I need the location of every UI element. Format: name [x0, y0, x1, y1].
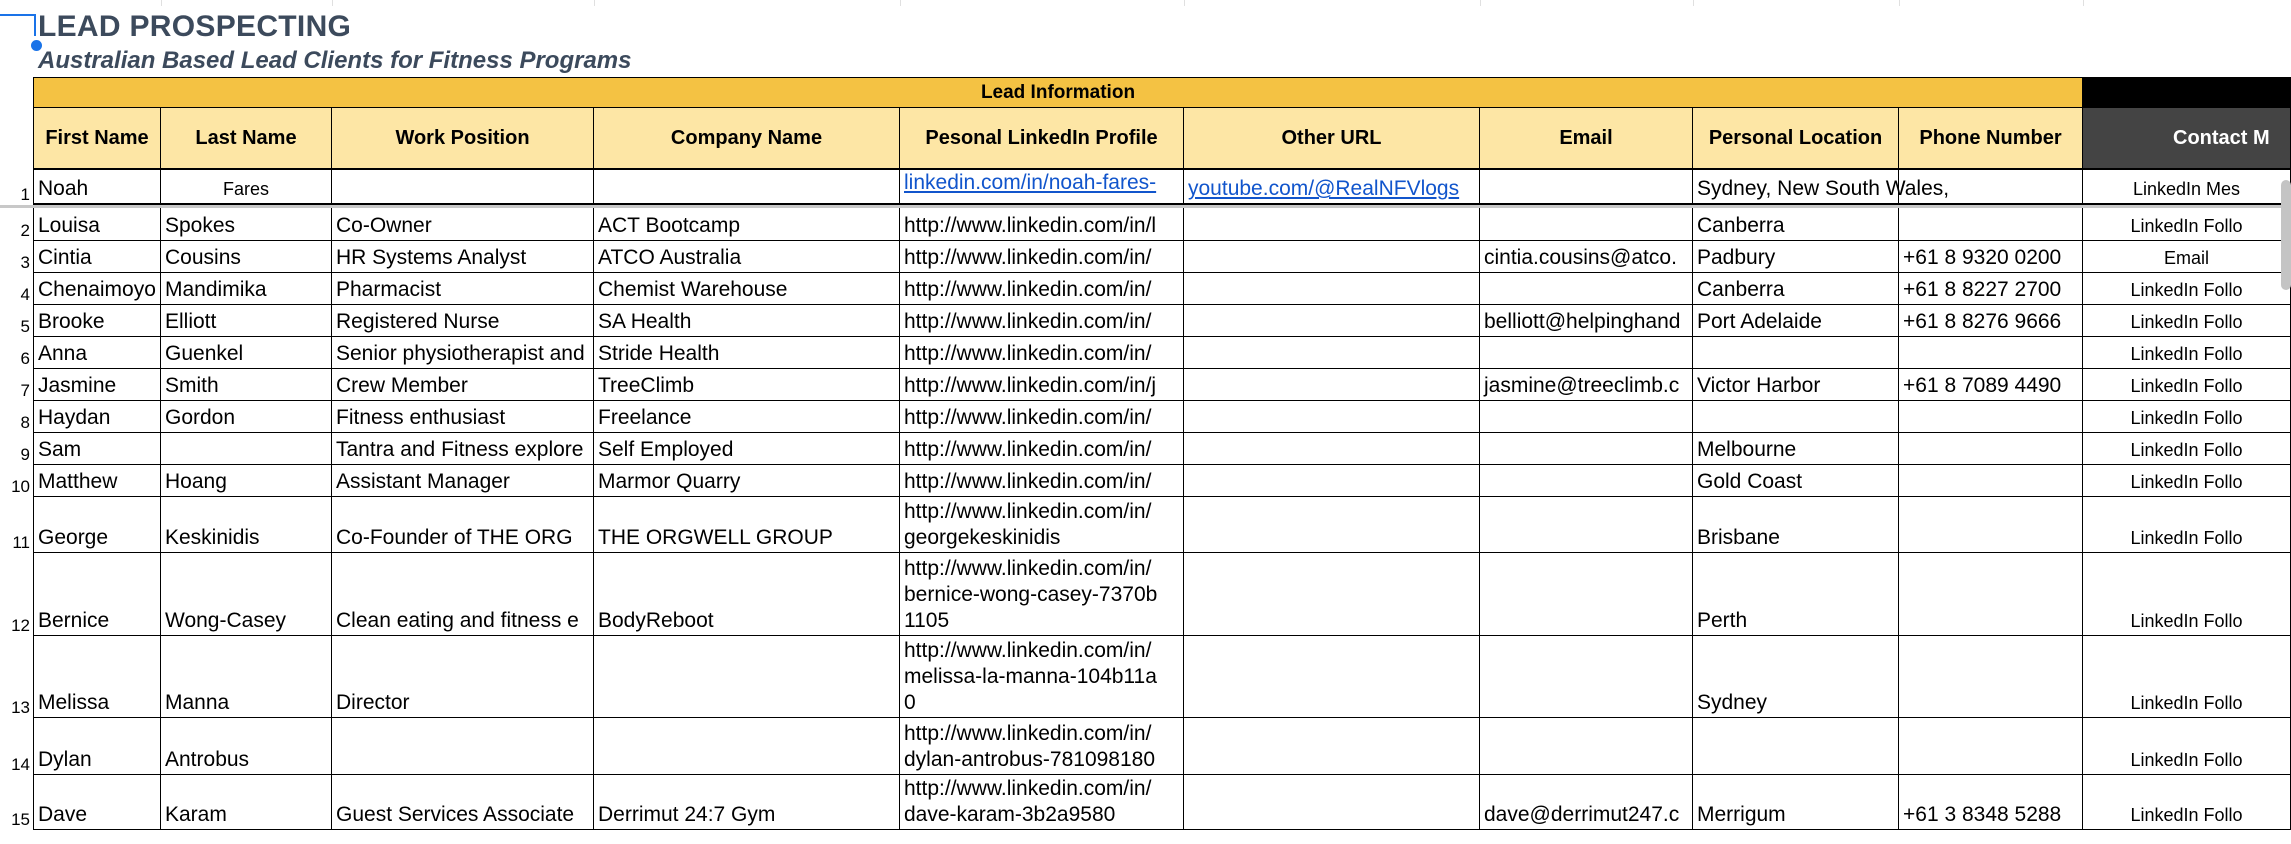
cell-company-name[interactable]: SA Health — [594, 305, 900, 337]
cell-phone-number[interactable] — [1899, 718, 2083, 775]
cell-last-name[interactable]: Wong-Casey — [161, 553, 332, 636]
cell-work-position[interactable] — [332, 718, 594, 775]
cell-last-name[interactable]: Gordon — [161, 401, 332, 433]
cell-other-url[interactable] — [1184, 553, 1480, 636]
cell-first-name[interactable]: Dylan — [33, 718, 161, 775]
cell-contact-method[interactable]: LinkedIn Follo — [2083, 369, 2291, 401]
cell-work-position[interactable]: Co-Founder of THE ORG — [332, 497, 594, 553]
cell-company-name[interactable]: ACT Bootcamp — [594, 208, 900, 241]
cell-phone-number[interactable] — [1899, 497, 2083, 553]
cell-work-position[interactable]: Clean eating and fitness e — [332, 553, 594, 636]
cell-personal-location[interactable]: Sydney — [1693, 636, 1899, 718]
cell-work-position[interactable] — [332, 170, 594, 205]
cell-work-position[interactable]: Pharmacist — [332, 273, 594, 305]
cell-personal-location[interactable]: Melbourne — [1693, 433, 1899, 465]
cell-phone-number[interactable] — [1899, 170, 2083, 205]
cell-last-name[interactable]: Guenkel — [161, 337, 332, 369]
cell-linkedin-profile[interactable]: http://www.linkedin.com/in/ — [900, 465, 1184, 497]
cell-company-name[interactable]: TreeClimb — [594, 369, 900, 401]
cell-phone-number[interactable]: +61 8 7089 4490 — [1899, 369, 2083, 401]
cell-email[interactable] — [1480, 273, 1693, 305]
cell-email[interactable]: jasmine@treeclimb.c — [1480, 369, 1693, 401]
cell-linkedin-profile[interactable]: http://www.linkedin.com/in/ — [900, 241, 1184, 273]
cell-last-name[interactable]: Fares — [161, 170, 332, 205]
cell-personal-location[interactable] — [1693, 337, 1899, 369]
cell-other-url[interactable] — [1184, 208, 1480, 241]
cell-linkedin-profile[interactable]: http://www.linkedin.com/in/ — [900, 305, 1184, 337]
cell-phone-number[interactable]: +61 8 8276 9666 — [1899, 305, 2083, 337]
column-header-contact-method[interactable]: Contact M — [2083, 108, 2291, 170]
cell-last-name[interactable]: Karam — [161, 775, 332, 830]
cell-other-url[interactable] — [1184, 305, 1480, 337]
cell-company-name[interactable]: Marmor Quarry — [594, 465, 900, 497]
cell-company-name[interactable]: ATCO Australia — [594, 241, 900, 273]
row-number[interactable]: 14 — [11, 755, 30, 774]
cell-phone-number[interactable] — [1899, 465, 2083, 497]
cell-first-name[interactable]: Noah — [33, 170, 161, 205]
cell-other-url[interactable] — [1184, 401, 1480, 433]
cell-personal-location[interactable]: Canberra — [1693, 208, 1899, 241]
cell-work-position[interactable]: Registered Nurse — [332, 305, 594, 337]
cell-linkedin-profile[interactable]: http://www.linkedin.com/in/ dave-karam-3b2a9580 — [900, 775, 1184, 830]
cell-last-name[interactable]: Keskinidis — [161, 497, 332, 553]
cell-company-name[interactable]: BodyReboot — [594, 553, 900, 636]
cell-email[interactable]: dave@derrimut247.c — [1480, 775, 1693, 830]
cell-linkedin-profile[interactable]: http://www.linkedin.com/in/ dylan-antrobus-781098180 — [900, 718, 1184, 775]
cell-other-url[interactable] — [1184, 369, 1480, 401]
cell-linkedin-profile[interactable]: http://www.linkedin.com/in/ bernice-wong-casey-7370b 1105 — [900, 553, 1184, 636]
column-header-email[interactable]: Email — [1480, 108, 1693, 170]
cell-other-url[interactable] — [1184, 241, 1480, 273]
cell-work-position[interactable]: Assistant Manager — [332, 465, 594, 497]
cell-personal-location[interactable]: Merrigum — [1693, 775, 1899, 830]
cell-contact-method[interactable]: LinkedIn Mes — [2083, 170, 2291, 205]
row-number[interactable]: 7 — [20, 381, 30, 400]
cell-email[interactable] — [1480, 718, 1693, 775]
cell-linkedin-profile[interactable]: http://www.linkedin.com/in/ — [900, 433, 1184, 465]
cell-other-url[interactable] — [1184, 337, 1480, 369]
cell-other-url[interactable] — [1184, 465, 1480, 497]
cell-company-name[interactable] — [594, 718, 900, 775]
cell-other-url[interactable] — [1184, 497, 1480, 553]
cell-email[interactable] — [1480, 465, 1693, 497]
frozen-row-divider[interactable] — [0, 205, 2291, 208]
row-number[interactable]: 8 — [20, 413, 30, 432]
cell-work-position[interactable]: Co-Owner — [332, 208, 594, 241]
cell-first-name[interactable]: Chenaimoyo — [33, 273, 161, 305]
cell-last-name[interactable]: Smith — [161, 369, 332, 401]
cell-last-name[interactable] — [161, 433, 332, 465]
cell-first-name[interactable]: Cintia — [33, 241, 161, 273]
cell-first-name[interactable]: Melissa — [33, 636, 161, 718]
cell-contact-method[interactable]: LinkedIn Follo — [2083, 337, 2291, 369]
cell-other-url[interactable] — [1184, 718, 1480, 775]
cell-first-name[interactable]: George — [33, 497, 161, 553]
cell-first-name[interactable]: Louisa — [33, 208, 161, 241]
cell-linkedin-profile[interactable]: http://www.linkedin.com/in/j — [900, 369, 1184, 401]
row-number[interactable]: 2 — [20, 221, 30, 240]
row-number[interactable]: 15 — [11, 810, 30, 829]
cell-contact-method[interactable]: LinkedIn Follo — [2083, 401, 2291, 433]
cell-email[interactable] — [1480, 497, 1693, 553]
contact-group-header[interactable] — [2083, 77, 2291, 108]
row-number[interactable]: 11 — [12, 533, 30, 552]
cell-personal-location[interactable]: Gold Coast — [1693, 465, 1899, 497]
cell-contact-method[interactable]: LinkedIn Follo — [2083, 433, 2291, 465]
cell-contact-method[interactable]: LinkedIn Follo — [2083, 305, 2291, 337]
cell-phone-number[interactable] — [1899, 636, 2083, 718]
cell-other-url[interactable] — [1184, 273, 1480, 305]
cell-last-name[interactable]: Manna — [161, 636, 332, 718]
cell-phone-number[interactable] — [1899, 337, 2083, 369]
column-header-other-url[interactable]: Other URL — [1184, 108, 1480, 170]
cell-contact-method[interactable]: LinkedIn Follo — [2083, 775, 2291, 830]
column-header-company-name[interactable]: Company Name — [594, 108, 900, 170]
cell-personal-location[interactable]: Padbury — [1693, 241, 1899, 273]
cell-contact-method[interactable]: LinkedIn Follo — [2083, 636, 2291, 718]
cell-first-name[interactable]: Sam — [33, 433, 161, 465]
cell-last-name[interactable]: Mandimika — [161, 273, 332, 305]
cell-other-url[interactable] — [1184, 636, 1480, 718]
cell-first-name[interactable]: Jasmine — [33, 369, 161, 401]
cell-last-name[interactable]: Elliott — [161, 305, 332, 337]
cell-work-position[interactable]: Tantra and Fitness explore — [332, 433, 594, 465]
cell-personal-location[interactable] — [1693, 718, 1899, 775]
cell-contact-method[interactable]: LinkedIn Follo — [2083, 553, 2291, 636]
cell-contact-method[interactable]: LinkedIn Follo — [2083, 273, 2291, 305]
cell-contact-method[interactable]: LinkedIn Follo — [2083, 465, 2291, 497]
cell-personal-location[interactable]: Port Adelaide — [1693, 305, 1899, 337]
cell-phone-number[interactable] — [1899, 208, 2083, 241]
cell-other-url[interactable] — [1184, 775, 1480, 830]
row-number[interactable]: 12 — [11, 616, 30, 635]
cell-phone-number[interactable] — [1899, 553, 2083, 636]
row-number[interactable]: 3 — [20, 253, 30, 272]
cell-work-position[interactable]: Senior physiotherapist and — [332, 337, 594, 369]
sheet-title: LEAD PROSPECTING — [38, 10, 352, 43]
cell-linkedin-profile[interactable]: http://www.linkedin.com/in/ georgekeskinidis — [900, 497, 1184, 553]
cell-phone-number[interactable]: +61 8 9320 0200 — [1899, 241, 2083, 273]
cell-work-position[interactable]: Crew Member — [332, 369, 594, 401]
lead-information-header[interactable]: Lead Information — [33, 77, 2083, 108]
cell-company-name[interactable]: THE ORGWELL GROUP — [594, 497, 900, 553]
cell-personal-location[interactable]: Brisbane — [1693, 497, 1899, 553]
row-number[interactable]: 9 — [20, 445, 30, 464]
cell-company-name[interactable]: Derrimut 24:7 Gym — [594, 775, 900, 830]
cell-company-name[interactable]: Self Employed — [594, 433, 900, 465]
cell-other-url[interactable] — [1184, 433, 1480, 465]
cell-first-name[interactable]: Matthew — [33, 465, 161, 497]
cell-linkedin-profile[interactable]: http://www.linkedin.com/in/l — [900, 208, 1184, 241]
column-header-linkedin-profile[interactable]: Pesonal LinkedIn Profile — [900, 108, 1184, 170]
column-header-phone-number[interactable]: Phone Number — [1899, 108, 2083, 170]
cell-work-position[interactable]: Guest Services Associate — [332, 775, 594, 830]
cell-company-name[interactable]: Chemist Warehouse — [594, 273, 900, 305]
row-number[interactable]: 5 — [20, 317, 30, 336]
cell-other-url[interactable]: youtube.com/@RealNFVlogs — [1184, 170, 1480, 205]
cell-first-name[interactable]: Haydan — [33, 401, 161, 433]
row-number[interactable]: 1 — [20, 185, 30, 204]
cell-phone-number[interactable]: +61 3 8348 5288 — [1899, 775, 2083, 830]
cell-linkedin-profile[interactable]: http://www.linkedin.com/in/ melissa-la-manna-104b11a 0 — [900, 636, 1184, 718]
cell-last-name[interactable]: Spokes — [161, 208, 332, 241]
cell-phone-number[interactable]: +61 8 8227 2700 — [1899, 273, 2083, 305]
cell-email[interactable]: belliott@helpinghand — [1480, 305, 1693, 337]
column-header-first-name[interactable]: First Name — [33, 108, 161, 170]
sheet-subtitle: Australian Based Lead Clients for Fitness Programs — [38, 47, 632, 74]
cell-contact-method[interactable]: LinkedIn Follo — [2083, 208, 2291, 241]
cell-phone-number[interactable] — [1899, 401, 2083, 433]
vertical-scrollbar[interactable] — [2281, 180, 2291, 290]
cell-linkedin-profile[interactable]: http://www.linkedin.com/in/ — [900, 401, 1184, 433]
cell-email[interactable]: cintia.cousins@atco. — [1480, 241, 1693, 273]
cell-email[interactable] — [1480, 208, 1693, 241]
cell-work-position[interactable]: HR Systems Analyst — [332, 241, 594, 273]
cell-company-name[interactable] — [594, 170, 900, 205]
cell-company-name[interactable]: Freelance — [594, 401, 900, 433]
row-number[interactable]: 6 — [20, 349, 30, 368]
row-number[interactable]: 13 — [11, 698, 30, 717]
cell-first-name[interactable]: Bernice — [33, 553, 161, 636]
cell-last-name[interactable]: Hoang — [161, 465, 332, 497]
cell-contact-method[interactable]: LinkedIn Follo — [2083, 497, 2291, 553]
column-header-personal-location[interactable]: Personal Location — [1693, 108, 1899, 170]
cell-personal-location[interactable]: Sydney, New South Wales, — [1693, 170, 1899, 205]
cell-first-name[interactable]: Brooke — [33, 305, 161, 337]
cell-personal-location[interactable]: Perth — [1693, 553, 1899, 636]
cell-linkedin-profile[interactable]: http://www.linkedin.com/in/ — [900, 337, 1184, 369]
cell-work-position[interactable]: Director — [332, 636, 594, 718]
cell-phone-number[interactable] — [1899, 433, 2083, 465]
cell-personal-location[interactable]: Canberra — [1693, 273, 1899, 305]
cell-email[interactable] — [1480, 433, 1693, 465]
cell-personal-location[interactable]: Victor Harbor — [1693, 369, 1899, 401]
cell-company-name[interactable]: Stride Health — [594, 337, 900, 369]
cell-work-position[interactable]: Fitness enthusiast — [332, 401, 594, 433]
row-number[interactable]: 10 — [11, 477, 30, 496]
row-number[interactable]: 4 — [20, 285, 30, 304]
cell-linkedin-profile[interactable]: http://www.linkedin.com/in/ — [900, 273, 1184, 305]
column-header-last-name[interactable]: Last Name — [161, 108, 332, 170]
cell-contact-method[interactable]: LinkedIn Follo — [2083, 718, 2291, 775]
cell-linkedin-profile[interactable]: linkedin.com/in/noah-fares- — [900, 170, 1184, 205]
cell-email[interactable] — [1480, 401, 1693, 433]
cell-email[interactable] — [1480, 553, 1693, 636]
column-header-work-position[interactable]: Work Position — [332, 108, 594, 170]
cell-company-name[interactable] — [594, 636, 900, 718]
cell-email[interactable] — [1480, 170, 1693, 205]
cell-email[interactable] — [1480, 337, 1693, 369]
cell-first-name[interactable]: Anna — [33, 337, 161, 369]
cell-personal-location[interactable] — [1693, 401, 1899, 433]
selected-cell-border[interactable] — [0, 14, 36, 36]
cell-last-name[interactable]: Antrobus — [161, 718, 332, 775]
cell-first-name[interactable]: Dave — [33, 775, 161, 830]
cell-email[interactable] — [1480, 636, 1693, 718]
cell-contact-method[interactable]: Email — [2083, 241, 2291, 273]
cell-last-name[interactable]: Cousins — [161, 241, 332, 273]
